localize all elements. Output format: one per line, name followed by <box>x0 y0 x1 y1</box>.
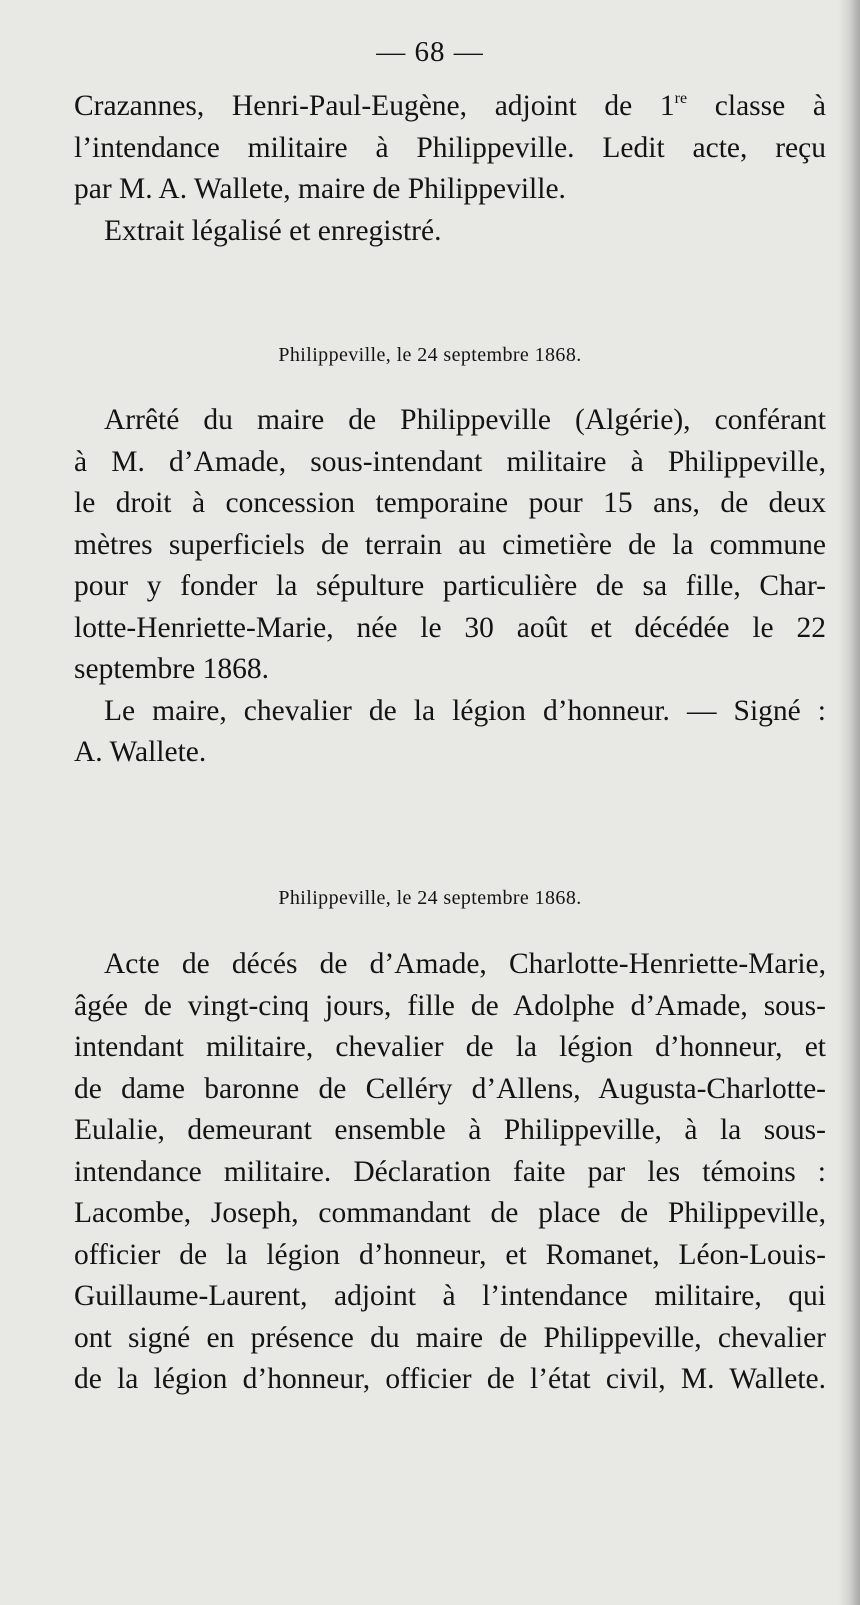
text-line: âgée de vingt-cinq jours, fille de Adolphe d’Amade, sous- <box>74 989 826 1022</box>
text-line: ont signé en présence du maire de Philippeville, chevalier <box>74 1321 826 1354</box>
text-line-end: classe à <box>687 90 826 122</box>
text-line: le droit à concession temporaine pour 15 ans, de deux <box>74 487 826 519</box>
text-line: Extrait légalisé et enregistré. <box>104 214 442 247</box>
text-line: Arrêté du maire de Philippeville (Algérie), conférant <box>104 404 826 436</box>
text-line: de dame baronne de Celléry d’Allens, Augusta-Charlotte- <box>74 1072 826 1105</box>
text-line: A. Wallete. <box>74 736 207 768</box>
text-line: de la légion d’honneur, officier de l’état civil, M. Wallete. <box>74 1363 826 1395</box>
paragraph-arrete <box>74 400 826 774</box>
text-line <box>74 86 826 128</box>
page-number: — 68 — <box>376 36 484 68</box>
text-line: intendance militaire. Déclaration faite par les témoins : <box>74 1155 826 1188</box>
text-line: pour y fonder la sépulture particulière de sa fille, Char- <box>74 570 826 602</box>
text-line: Lacombe, Joseph, commandant de place de Philippeville, <box>74 1197 826 1229</box>
text-line: mètres superficiels de terrain au cimetière de la commune <box>74 528 826 561</box>
text-line: par M. A. Wallete, maire de Philippeville. <box>74 173 566 205</box>
page-edge-shadow <box>838 0 860 1605</box>
text-line: Acte de décés de d’Amade, Charlotte-Henriette-Marie, <box>104 948 826 980</box>
text-line: Eulalie, demeurant ensemble à Philippeville, à la sous- <box>74 1114 826 1146</box>
text-line: l’intendance militaire à Philippeville. Ledit acte, reçu <box>74 131 826 164</box>
text-line: intendant militaire, chevalier de la légion d’honneur, et <box>74 1031 826 1063</box>
text-line: septembre 1868. <box>74 653 269 685</box>
text-line: Le maire, chevalier de la légion d’honneur. — Signé : <box>104 694 826 727</box>
superscript: re <box>674 90 688 107</box>
paragraph-acte-deces <box>74 944 826 1401</box>
text-line-start: Crazannes, Henri-Paul-Eugène, adjoint de 1 <box>74 90 675 122</box>
paragraph-crazannes <box>74 86 826 252</box>
text-line: Guillaume-Laurent, adjoint à l’intendance militaire, qui <box>74 1280 826 1312</box>
text-line: officier de la légion d’honneur, et Romanet, Léon-Louis- <box>74 1238 826 1271</box>
text-line: lotte-Henriette-Marie, née le 30 août et décédée le 22 <box>74 611 826 644</box>
date-heading: Philippeville, le 24 septembre 1868. <box>278 344 582 366</box>
text-line: à M. d’Amade, sous-intendant militaire à Philippeville, <box>74 445 826 478</box>
date-heading: Philippeville, le 24 septembre 1868. <box>278 887 582 909</box>
